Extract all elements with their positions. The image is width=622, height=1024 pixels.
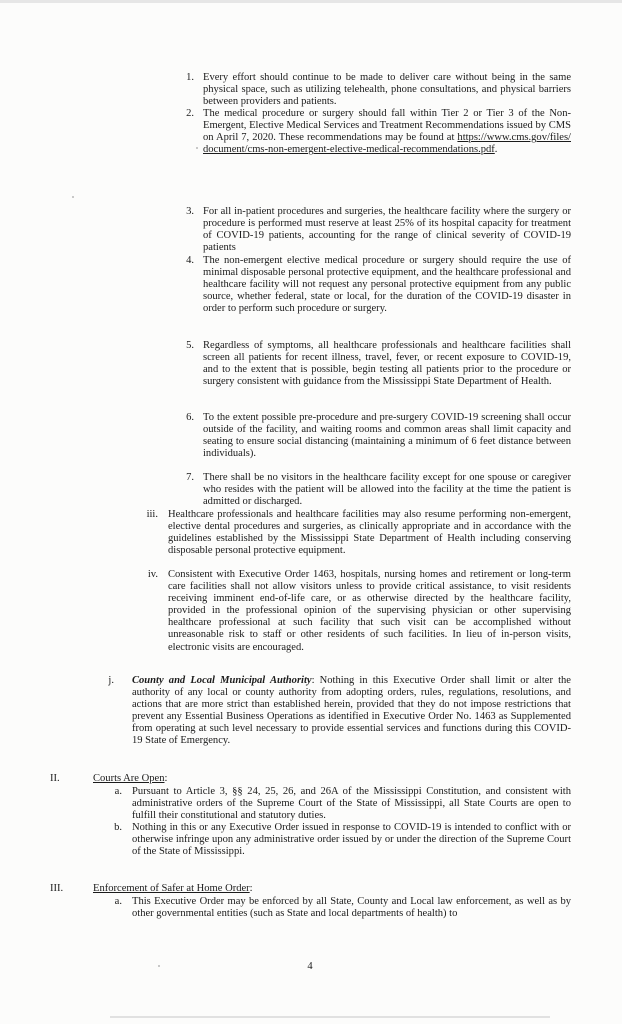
sub-item-letter: b. <box>114 822 122 833</box>
list-item-number: 2. <box>186 108 194 119</box>
section-heading <box>93 883 493 895</box>
list-item-number: 5. <box>186 340 194 351</box>
item-j-letter: j. <box>108 675 114 686</box>
list-item-number: 7. <box>186 472 194 483</box>
item-j-title: County and Local Municipal Authority <box>132 675 312 686</box>
sub-item-letter: a. <box>114 896 122 907</box>
section-heading-text: Enforcement of Safer at Home Order <box>93 883 250 894</box>
list-item-number: 6. <box>186 412 194 423</box>
list-item-text: The non-emergent elective medical procedure or surgery should require the use of minimal disposable personal protective equipment, and the healthcare professional and healthcare facility will not request any personal protective equipment from any public source, whether federal, state or local, for the duration of the COVID-19 disaster in order to perform such procedure or surgery. <box>203 255 571 315</box>
list-item-number: 4. <box>186 255 194 266</box>
roman-item-text: Consistent with Executive Order 1463, hospitals, nursing homes and retirement or long-term care facilities shall not allow visitors unless to provide critical assistance, to visit residents receiving imminent end-of-life care, or as otherwise directed by the healthcare facility, provided in the professional opinion of the supervising physician or other supervising healthcare professional at such facility that such visit can be accomplished without unreasonable risk to staff or other residents of such facilities. In lieu of in-person visits, electronic visits are encouraged. <box>168 569 571 653</box>
sub-item-text: Pursuant to Article 3, §§ 24, 25, 26, and 26A of the Mississippi Constitution, and consistent with administrative orders of the Supreme Court of the State of Mississippi, all State Courts are open to fulfill their constitutional and statutory duties. <box>132 786 571 822</box>
list-item-text: There shall be no visitors in the healthcare facility except for one spouse or caregiver who resides with the patient will be allowed into the facility at the time the patient is admitted or discharged. <box>203 472 571 508</box>
scan-speck <box>72 196 74 198</box>
scan-edge-top <box>0 0 622 3</box>
list-item-text: Every effort should continue to be made to deliver care without being in the same physical space, such as utilizing telehealth, phone consultations, and physical barriers between providers and patients. <box>203 72 571 108</box>
section-number: III. <box>50 883 64 894</box>
roman-item-text: Healthcare professionals and healthcare facilities may also resume performing non-emergent, elective dental procedures and surgeries, as clinically appropriate and in accordance with the guidelines established by the Mississippi State Department of Health including conserving disposable personal protective equipment. <box>168 509 571 557</box>
cms-recommendations-link[interactable]: https://www.cms.gov/files/document/cms-non-emergent-elective-medical-recommendations.pdf <box>203 132 571 156</box>
section-heading-colon: : <box>164 773 168 784</box>
section-number: II. <box>50 773 60 784</box>
scan-edge-bottom <box>110 1016 550 1018</box>
item-j-body: : Nothing in this Executive Order shall limit or alter the authority of any local or county authority from adopting orders, rules, regulations, resolutions, and actions that are more strict than established herein, provided that they do not impose restrictions that prevent any Essential Business Operations as identified in Executive Order No. 1463 as Supplemented from operating at such level necessary to provide essential services and functions during this COVID-19 State of Emergency. <box>132 675 571 747</box>
sub-item-text: Nothing in this or any Executive Order issued in response to COVID-19 is intended to conflict with or otherwise infringe upon any administrative order issued by or under the direction of the Supreme Court of the State of Mississippi. <box>132 822 571 858</box>
roman-item-number: iv. <box>147 569 158 580</box>
sub-item-text: This Executive Order may be enforced by all State, County and Local law enforcement, as well as by other governmental entities (such as State and local departments of health) to <box>132 896 571 920</box>
list-item-text: For all in-patient procedures and surgeries, the healthcare facility where the surgery or procedure is performed must reserve at least 25% of its hospital capacity for treatment of COVID-19 patients, accounting for the range of clinical severity of COVID-19 patients <box>203 206 571 254</box>
list-item-text <box>203 108 571 156</box>
sub-item-letter: a. <box>114 786 122 797</box>
section-heading-text: Courts Are Open <box>93 773 165 784</box>
section-heading <box>93 773 493 785</box>
item-j-text <box>132 675 571 748</box>
list-item-text-part: The medical procedure or surgery should fall within Tier 2 or Tier 3 of the Non-Emergent, Elective Medical Services and Treatment Recommendations issued by CMS on April 7, 2020. These recommendations may be found at <box>203 108 571 144</box>
section-heading-colon: : <box>249 883 253 894</box>
list-item-number: 3. <box>186 206 194 217</box>
list-item-text: Regardless of symptoms, all healthcare professionals and healthcare facilities shall screen all patients for recent illness, travel, fever, or recent exposure to COVID-19, and to the extent that is possible, begin testing all patients prior to the procedure or surgery consistent with guidance from the Mississippi State Department of Health. <box>203 340 571 388</box>
page-number: 4 <box>307 961 313 972</box>
list-item-text-part: . <box>494 144 498 156</box>
list-item-text: To the extent possible pre-procedure and pre-surgery COVID-19 screening shall occur outside of the facility, and waiting rooms and common areas shall limit capacity and seating to ensure social distancing (maintaining a minimum of 6 feet distance between individuals). <box>203 412 571 460</box>
scan-speck <box>158 965 160 967</box>
roman-item-number: iii. <box>146 509 158 520</box>
list-item-number: 1. <box>186 72 194 83</box>
scan-speck <box>196 147 198 149</box>
